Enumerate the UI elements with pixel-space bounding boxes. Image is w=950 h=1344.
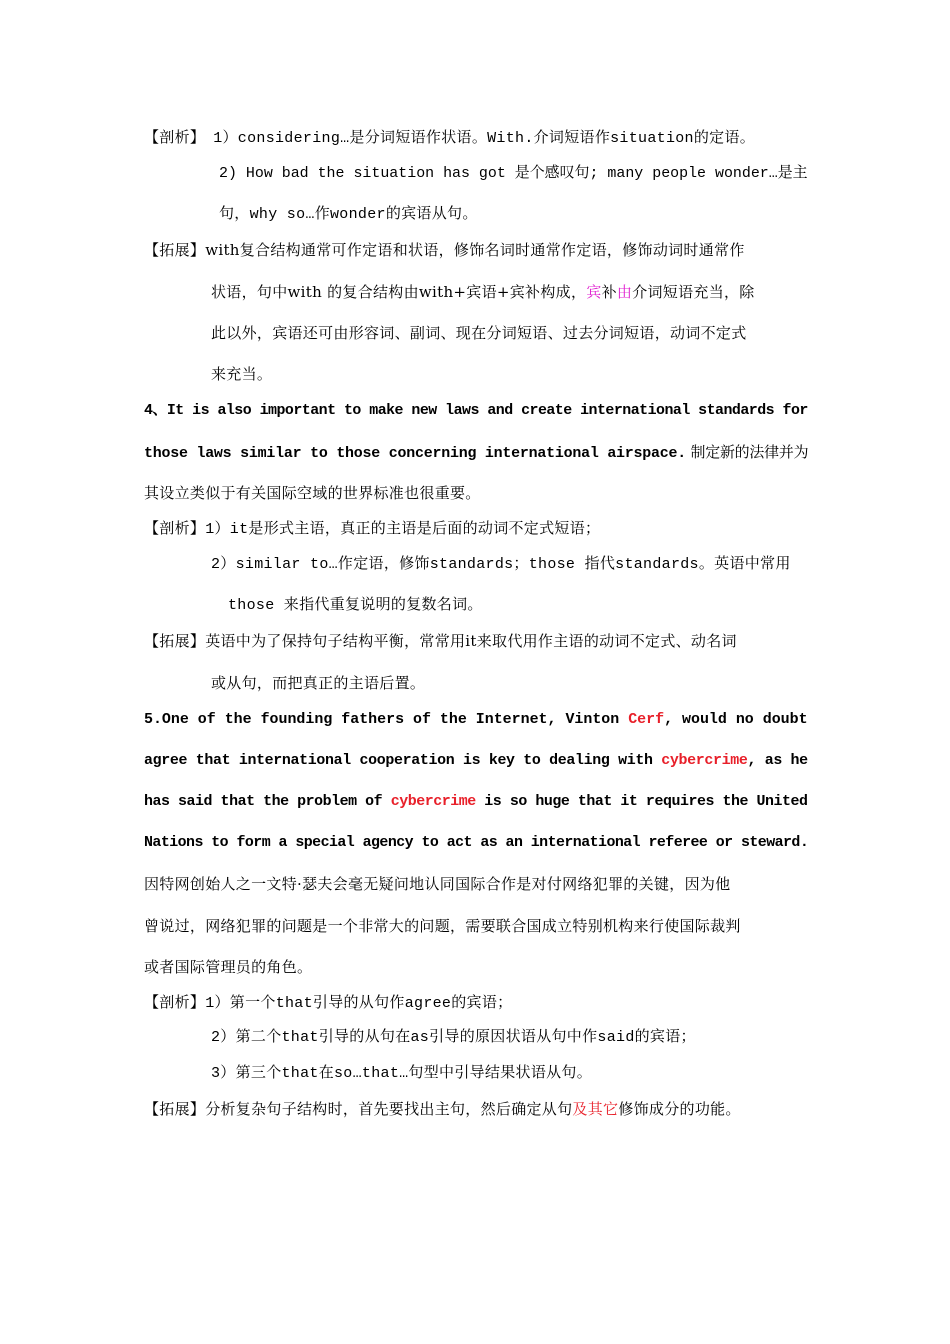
extension-text: 来充当。 xyxy=(211,365,273,383)
extension-tag: 【拓展】 xyxy=(144,241,206,259)
analysis-text: 2) How bad the situation has got 是个感叹句; many people wonder…是主 xyxy=(219,165,808,182)
analysis-line-s4-2a xyxy=(211,555,791,575)
extension-line-s3-4 xyxy=(211,364,272,384)
sentence-text: 4、It is also important to make new laws and create international standards for xyxy=(144,402,808,419)
translation-5-line-2 xyxy=(144,916,741,936)
extension-text: 修饰成分的功能。 xyxy=(618,1100,741,1118)
sentence-5-line-1 xyxy=(144,710,808,730)
analysis-text: 2）第二个that引导的从句在as引导的原因状语从句中作said的宾语； xyxy=(211,1029,696,1046)
analysis-line-s5-1 xyxy=(144,992,512,1014)
extension-line-s4-2 xyxy=(211,673,425,693)
extension-text: 或从句，而把真正的主语后置。 xyxy=(211,674,426,692)
extension-line-s3-3 xyxy=(211,323,747,343)
translation-text: 因特网创始人之一文特·瑟夫会毫无疑问地认同国际合作是对付网络犯罪的关键，因为他 xyxy=(144,875,731,893)
translation-text: 曾说过，网络犯罪的问题是一个非常大的问题，需要联合国成立特别机构来行使国际裁判 xyxy=(144,917,741,935)
extension-text: 介词短语充当，除 xyxy=(632,283,755,301)
highlight-text: cybercrime xyxy=(661,752,748,769)
analysis-tag: 【剖析】 xyxy=(144,993,206,1011)
analysis-text: those 来指代重复说明的复数名词。 xyxy=(228,597,483,614)
analysis-line-s4-1 xyxy=(144,518,600,540)
highlight-text: cybercrime xyxy=(390,793,476,810)
translation-5-line-3 xyxy=(144,957,312,977)
extension-tag: 【拓展】 xyxy=(144,1100,206,1118)
extension-line-s3-2 xyxy=(211,282,755,302)
sentence-text: Nations to form a special agency to act as an international referee or steward. xyxy=(144,834,809,851)
extension-line-s5-1 xyxy=(144,1099,741,1119)
highlight-text: 由 xyxy=(616,283,633,301)
analysis-line-s5-2 xyxy=(211,1028,696,1048)
analysis-tag: 【剖析】 xyxy=(144,519,206,537)
analysis-text: 2）similar to…作定语，修饰standards；those 指代standards。英语中常用 xyxy=(211,556,791,573)
analysis-line-s4-2b xyxy=(228,596,483,616)
translation-text: 其设立类似于有关国际空域的世界标准也很重要。 xyxy=(144,484,481,502)
sentence-text: , would no doubt xyxy=(664,711,808,728)
translation-5-line-1 xyxy=(144,874,730,894)
extension-text: 状语，句中with 的复合结构由with+宾语+宾补构成， xyxy=(211,283,587,301)
sentence-text: , as he xyxy=(747,752,808,769)
extension-text: 此以外，宾语还可由形容词、副词、现在分词短语、过去分词短语，动词不定式 xyxy=(211,324,747,342)
sentence-text: 5.One of the founding fathers of the Internet, Vinton xyxy=(144,711,629,728)
analysis-text: 1）it是形式主语，真正的主语是后面的动词不定式短语； xyxy=(205,521,601,538)
analysis-line-s3-2b xyxy=(219,205,478,225)
translation-text: 或者国际管理员的角色。 xyxy=(144,958,313,976)
sentence-text: those laws similar to those concerning international airspace. xyxy=(144,445,686,462)
extension-line-s4-1 xyxy=(144,631,737,651)
analysis-text: 3）第三个that在so…that…句型中引导结果状语从句。 xyxy=(211,1065,593,1082)
highlight-text: 及其它 xyxy=(572,1100,619,1118)
sentence-text: agree that international cooperation is key to dealing with xyxy=(144,752,662,769)
sentence-text: has said that the problem of xyxy=(144,793,391,810)
analysis-line-s5-3 xyxy=(211,1064,592,1084)
analysis-text: 句，why so…作wonder的宾语从句。 xyxy=(219,206,478,223)
extension-text: 分析复杂句子结构时，首先要找出主句，然后确定从句 xyxy=(205,1100,573,1118)
highlight-text: Cerf xyxy=(628,711,665,728)
sentence-5-line-4 xyxy=(144,833,808,853)
sentence-text: is so huge that it requires the United xyxy=(475,793,808,810)
sentence-5-line-2 xyxy=(144,751,808,771)
sentence-4-line-3 xyxy=(144,483,481,503)
extension-text: 补 xyxy=(601,283,617,301)
extension-line-s3-1 xyxy=(144,240,745,260)
extension-tag: 【拓展】 xyxy=(144,632,206,650)
analysis-tag: 【剖析】 xyxy=(144,128,206,146)
extension-text: with复合结构通常可作定语和状语，修饰名词时通常作定语，修饰动词时通常作 xyxy=(205,241,745,259)
analysis-text: 1）第一个that引导的从句作agree的宾语； xyxy=(205,995,513,1012)
translation-text: 制定新的法律并为 xyxy=(685,443,809,461)
analysis-line-s3-2a xyxy=(219,164,808,184)
extension-text: 英语中为了保持句子结构平衡，常常用it来取代用作主语的动词不定式、动名词 xyxy=(205,632,737,650)
analysis-line-s3-1 xyxy=(144,127,755,149)
sentence-4-line-1 xyxy=(144,401,808,421)
sentence-5-line-3 xyxy=(144,792,808,812)
analysis-text: 1）considering…是分词短语作状语。With.介词短语作situation的定语。 xyxy=(213,130,756,147)
highlight-text: 宾 xyxy=(586,283,602,301)
sentence-4-line-2 xyxy=(144,442,808,464)
